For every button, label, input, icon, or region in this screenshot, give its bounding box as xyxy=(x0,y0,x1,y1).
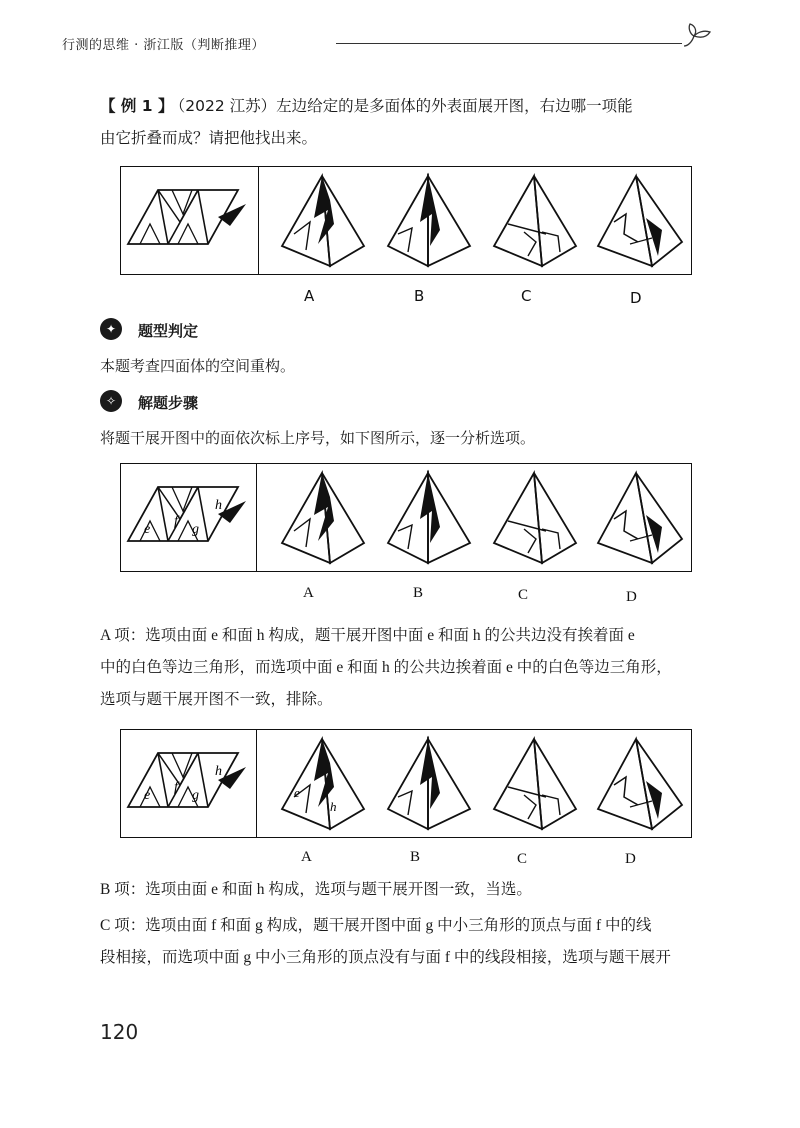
figure-option-a-labeled xyxy=(120,729,692,838)
option-label-d: D xyxy=(630,289,642,307)
figure-divider xyxy=(258,166,259,275)
option-a-tetrahedron-labeled xyxy=(272,735,372,835)
header-rule xyxy=(336,43,682,44)
analysis-a-line-3: 选项与题干展开图不一致，排除。 xyxy=(100,691,333,708)
figure-question xyxy=(120,166,692,275)
running-header-title: 行测的思维 · 浙江版（判断推理） xyxy=(62,38,265,53)
option-label-a: A xyxy=(301,849,312,865)
section-type-title: 题型判定 xyxy=(138,322,199,340)
page-number: 120 xyxy=(100,1020,139,1044)
section-type-text: 本题考查四面体的空间重构。 xyxy=(100,357,296,375)
option-c-tetrahedron xyxy=(484,172,584,272)
face-label-g: g xyxy=(192,788,199,803)
analysis-a-line-2: 中的白色等边三角形，而选项中面 e 和面 h 的公共边挨着面 e 中的白色等边三角形， xyxy=(100,659,672,676)
option-label-b: B xyxy=(413,585,424,601)
option-label-a: A xyxy=(304,287,315,305)
option-label-c: C xyxy=(521,287,532,305)
option-label-c: C xyxy=(517,851,528,867)
example-line-2: 由它折叠而成？请把他找出来。 xyxy=(100,129,318,147)
analysis-c-line-2: 段相接，而选项中面 g 中小三角形的顶点没有与面 f 中的线段相接，选项与题干展开 xyxy=(100,949,671,966)
section-steps-text: 将题干展开图中的面依次标上序号，如下图所示，逐一分析选项。 xyxy=(100,429,536,447)
face-label-e: e xyxy=(144,522,151,537)
option-label-d: D xyxy=(626,589,637,605)
example-text-1: （2022 江苏）左边给定的是多面体的外表面展开图，右边哪一项能 xyxy=(177,97,633,115)
option-label-b: B xyxy=(410,849,421,865)
lightbulb-icon: ✦ xyxy=(100,318,122,340)
option-b-tetrahedron xyxy=(378,735,478,835)
figure-labeled xyxy=(120,463,692,572)
face-label-f: f xyxy=(174,514,178,529)
option-b-tetrahedron xyxy=(378,172,478,272)
net-diagram-labeled xyxy=(120,737,258,827)
option-c-tetrahedron xyxy=(484,735,584,835)
option-d-tetrahedron xyxy=(590,735,690,835)
option-label-a: A xyxy=(303,585,314,601)
net-diagram xyxy=(120,174,258,264)
analysis-a-line-1: A 项：选项由面 e 和面 h 构成，题干展开图中面 e 和面 h 的公共边没有挨着面 e xyxy=(100,627,635,644)
face-label-e: e xyxy=(294,785,300,800)
example-tag: 【 例 1 】 xyxy=(100,97,174,115)
face-label-h: h xyxy=(215,498,222,513)
face-label-h: h xyxy=(215,764,222,779)
option-label-c: C xyxy=(518,587,529,603)
analysis-c-line-1: C 项：选项由面 f 和面 g 构成，题干展开图中面 g 中小三角形的顶点与面 f 中的线 xyxy=(100,917,652,934)
face-label-g: g xyxy=(192,522,199,537)
face-label-h: h xyxy=(330,799,337,814)
face-label-f: f xyxy=(174,780,178,795)
steps-icon: ✧ xyxy=(100,390,122,412)
option-c-tetrahedron xyxy=(484,469,584,569)
section-steps-title: 解题步骤 xyxy=(138,394,199,412)
option-b-tetrahedron xyxy=(378,469,478,569)
option-a-tetrahedron xyxy=(272,469,372,569)
option-a-tetrahedron xyxy=(272,172,372,272)
example-line-1 xyxy=(100,94,633,116)
option-d-tetrahedron xyxy=(590,469,690,569)
face-label-e: e xyxy=(144,788,151,803)
option-label-d: D xyxy=(625,851,636,867)
net-diagram-labeled xyxy=(120,471,258,561)
option-d-tetrahedron xyxy=(590,172,690,272)
leaf-icon xyxy=(680,20,714,50)
option-label-b: B xyxy=(414,287,425,305)
analysis-b-line-1: B 项：选项由面 e 和面 h 构成，选项与题干展开图一致，当选。 xyxy=(100,881,532,898)
